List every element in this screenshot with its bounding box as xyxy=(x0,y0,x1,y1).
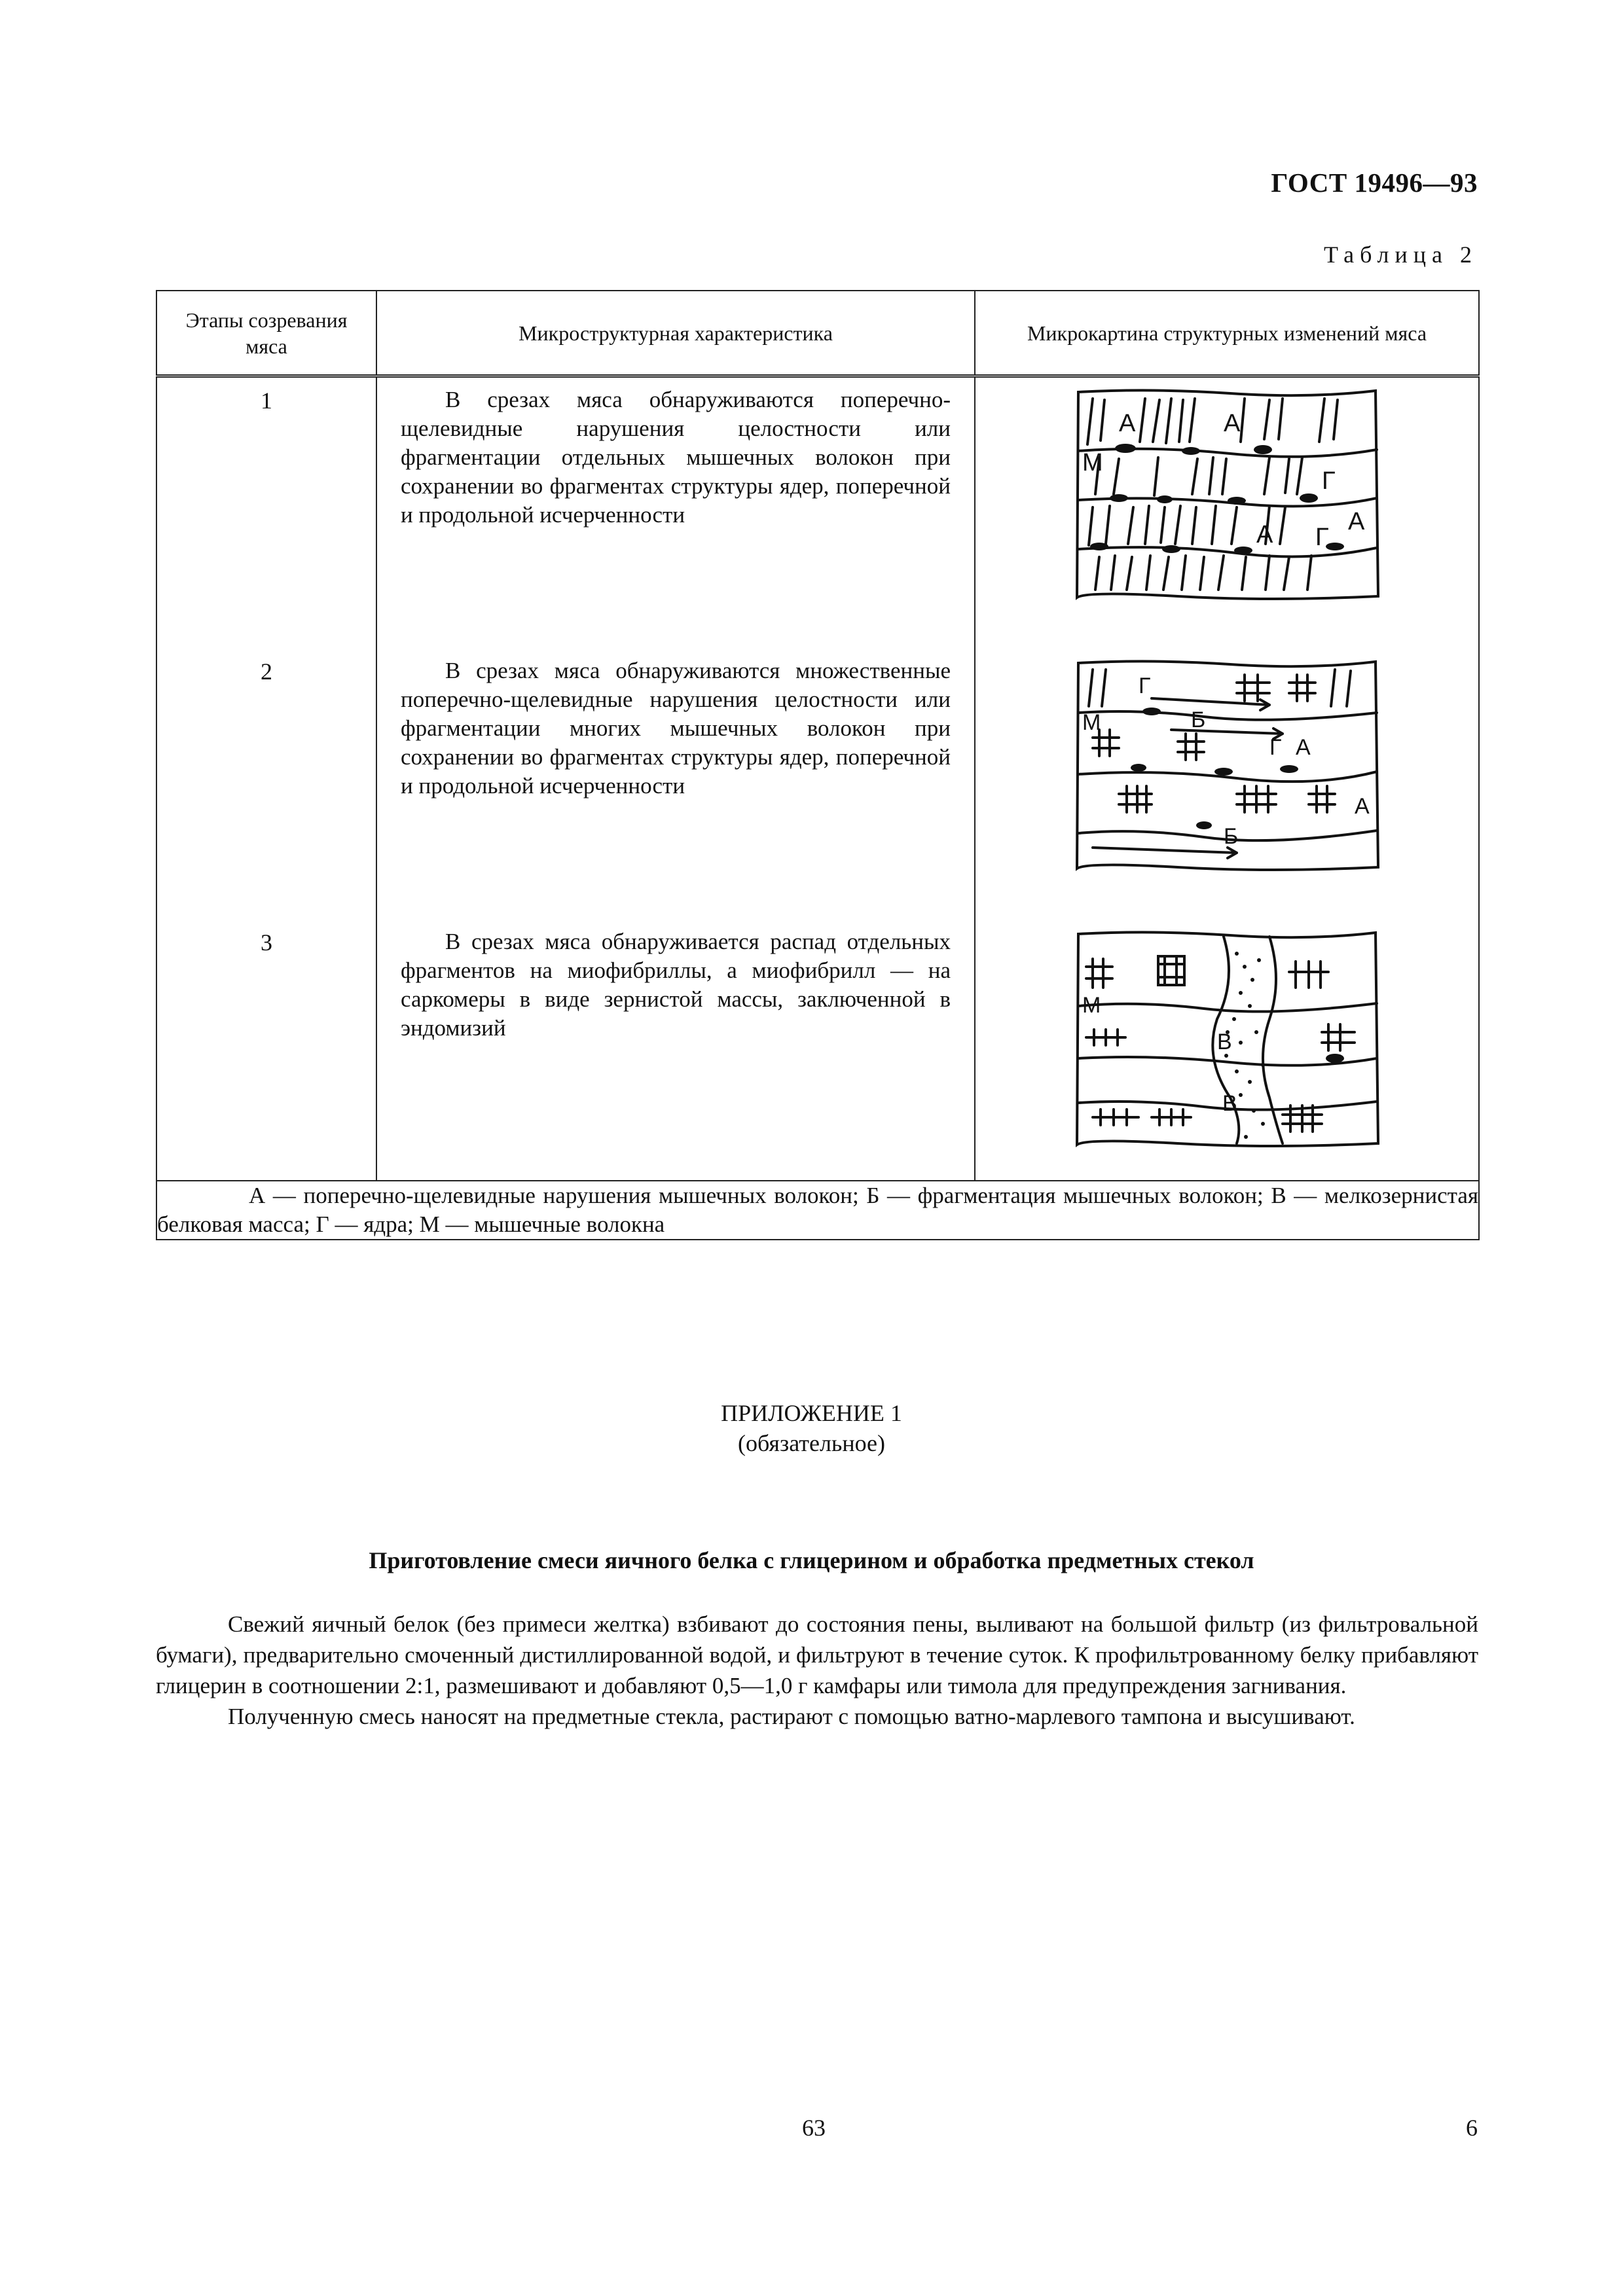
stage-description: В срезах мяса обнаруживается распад отдельных фрагментов на миофибриллы, а миофибрилл — на саркомеры в виде зернистой массы, заключенной в эндомизий xyxy=(401,929,951,1041)
table-header-row xyxy=(156,291,1479,376)
figure-label: Г xyxy=(1322,467,1336,495)
micrograph-stage-2 xyxy=(1073,656,1381,872)
standard-code: ГОСТ 19496—93 xyxy=(1271,168,1478,198)
paragraph: Свежий яичный белок (без примеси желтка) взбивают до состояния пены, выливают на большой фильтр (из фильтровальной бумаги), предварительно смоченный дистиллированной водой, и фильтруют в течение суток. К профильтрованному белку прибавляют глицерин в соотношении 2:1, размешивают и добавляют 0,5—1,0 г камфары или тимола для предупреждения загнивания. xyxy=(156,1611,1478,1698)
figure-label: Г xyxy=(1139,673,1151,698)
figure-label: А xyxy=(1355,794,1370,819)
figure-label: Г xyxy=(1269,735,1282,760)
table-note-row xyxy=(156,1181,1479,1240)
figure-label: А xyxy=(1256,521,1273,548)
figure-label: А xyxy=(1348,508,1365,535)
figure-label: А xyxy=(1119,410,1136,437)
figure-label: В xyxy=(1217,1030,1232,1054)
figure-label: А xyxy=(1224,410,1241,437)
appendix-heading: ПРИЛОЖЕНИЕ 1 xyxy=(721,1400,902,1426)
figure-label: А xyxy=(1296,735,1311,760)
page-number: 63 xyxy=(802,2115,826,2141)
appendix-subheading: (обязательное) xyxy=(738,1430,885,1456)
figure-label: М xyxy=(1082,449,1103,476)
stage-number: 3 xyxy=(261,929,272,956)
col-header-stage: Этапы созревания мяса xyxy=(156,291,376,376)
stage-description: В срезах мяса обнаруживаются поперечно-щелевидные нарушения целостности или фрагментации отдельных мышечных волокон при сохранении во фрагментах структуры ядер, поперечной и продольной исчерченности xyxy=(401,387,951,528)
stage-number: 2 xyxy=(261,658,272,685)
figure-label: Б xyxy=(1224,824,1239,849)
appendix-heading-block xyxy=(0,1398,1623,1458)
table-row xyxy=(156,376,1479,649)
figure-label: Б xyxy=(1191,708,1206,732)
micrograph-stage-3 xyxy=(1073,927,1381,1150)
stage-description: В срезах мяса обнаруживаются множественные поперечно-щелевидные нарушения целостности или фрагментации многих мышечных волокон при сохранении во фрагментах структуры ядер, поперечной и продольной исчерченности xyxy=(401,658,951,798)
sheet-number: 6 xyxy=(1466,2115,1478,2141)
col-header-characteristic: Микроструктурная характеристика xyxy=(376,291,975,376)
table-note: А — поперечно-щелевидные нарушения мышечных волокон; Б — фрагментация мышечных волокон; В — мелкозернистая белковая масса; Г — ядра; М — мышечные волокна xyxy=(156,1181,1479,1240)
table-row xyxy=(156,649,1479,920)
table-row xyxy=(156,920,1479,1181)
stage-number: 1 xyxy=(261,387,272,414)
figure-label: Г xyxy=(1315,524,1329,551)
figure-label: В xyxy=(1222,1091,1237,1116)
table-label: Таблица 2 xyxy=(1324,242,1478,268)
appendix-title: Приготовление смеси яичного белка с глицерином и обработка предметных стекол xyxy=(369,1547,1254,1573)
col-header-micropicture: Микрокартина структурных изменений мяса xyxy=(975,291,1479,376)
appendix-body xyxy=(156,1609,1478,1732)
figure-label: М xyxy=(1082,993,1101,1018)
paragraph: Полученную смесь наносят на предметные стекла, растирают с помощью ватно-марлевого тампона и высушивают. xyxy=(228,1704,1355,1729)
figure-label: М xyxy=(1082,710,1101,735)
maturation-table xyxy=(156,290,1480,1240)
micrograph-stage-1 xyxy=(1073,386,1381,601)
